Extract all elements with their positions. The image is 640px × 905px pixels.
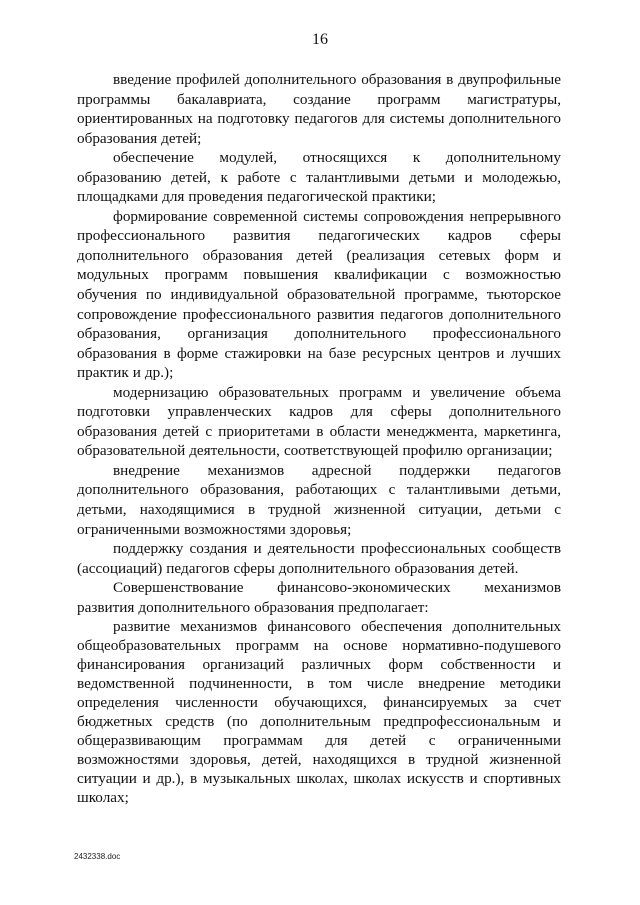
paragraph-targeted-support: внедрение механизмов адресной поддержки педагогов дополнительного образования, работающих с талантливыми детьми, детьми, находящимися в трудной жизненной ситуации, детьми с ограниченными возможностями здоровья;	[77, 461, 561, 538]
paragraph-financial-mechanisms: развитие механизмов финансового обеспечения дополнительных общеобразовательных программ на основе нормативно-подушевого финансирования организаций различных форм собственности и ведомственной подчиненности, в том числе внедрение методики определения численности обучающихся, финансируемых за счет бюджетных средств (по дополнительным предпрофессиональным и общеразвивающим программам для детей с ограниченными возможностями здоровья, детей, находящихся в трудной жизненной ситуации и др.), в музыкальных школах, школах искусств и спортивных школах;	[77, 618, 561, 807]
paragraph-modernization: модернизацию образовательных программ и увеличение объема подготовки управленческих кадров для сферы дополнительного образования детей с приоритетами в области менеджмента, маркетинга, образовательной деятельности, соответствующей профилю организации;	[77, 383, 561, 460]
paragraph-communities: поддержку создания и деятельности профессиональных сообществ (ассоциаций) педагогов сферы дополнительного образования детей.	[77, 540, 561, 577]
document-filename: 2432338.doc	[74, 852, 121, 861]
document-body	[77, 70, 561, 807]
paragraph-profiles: введение профилей дополнительного образования в двупрофильные программы бакалавриата, создание программ магистратуры, ориентированных на подготовку педагогов для системы дополнительного образования детей;	[77, 71, 561, 147]
paragraph-financial-intro: Совершенствование финансово-экономических механизмов развития дополнительного образования предполагает:	[77, 579, 561, 616]
paragraph-modules: обеспечение модулей, относящихся к дополнительному образованию детей, к работе с талантливыми детьми и молодежью, площадками для проведения педагогической практики;	[77, 149, 561, 206]
page-number: 16	[312, 31, 328, 48]
paragraph-support-system: формирование современной системы сопровождения непрерывного профессионального развития педагогических кадров сферы дополнительного образования детей (реализация сетевых форм и модульных программ повышения квалификации с возможностью обучения по индивидуальной образовательной программе, тьюторское сопровождение профессионального развития педагогов дополнительного образования, организация дополнительного профессионального образования в форме стажировки на базе ресурсных центров и лучших практик и др.);	[77, 207, 561, 382]
